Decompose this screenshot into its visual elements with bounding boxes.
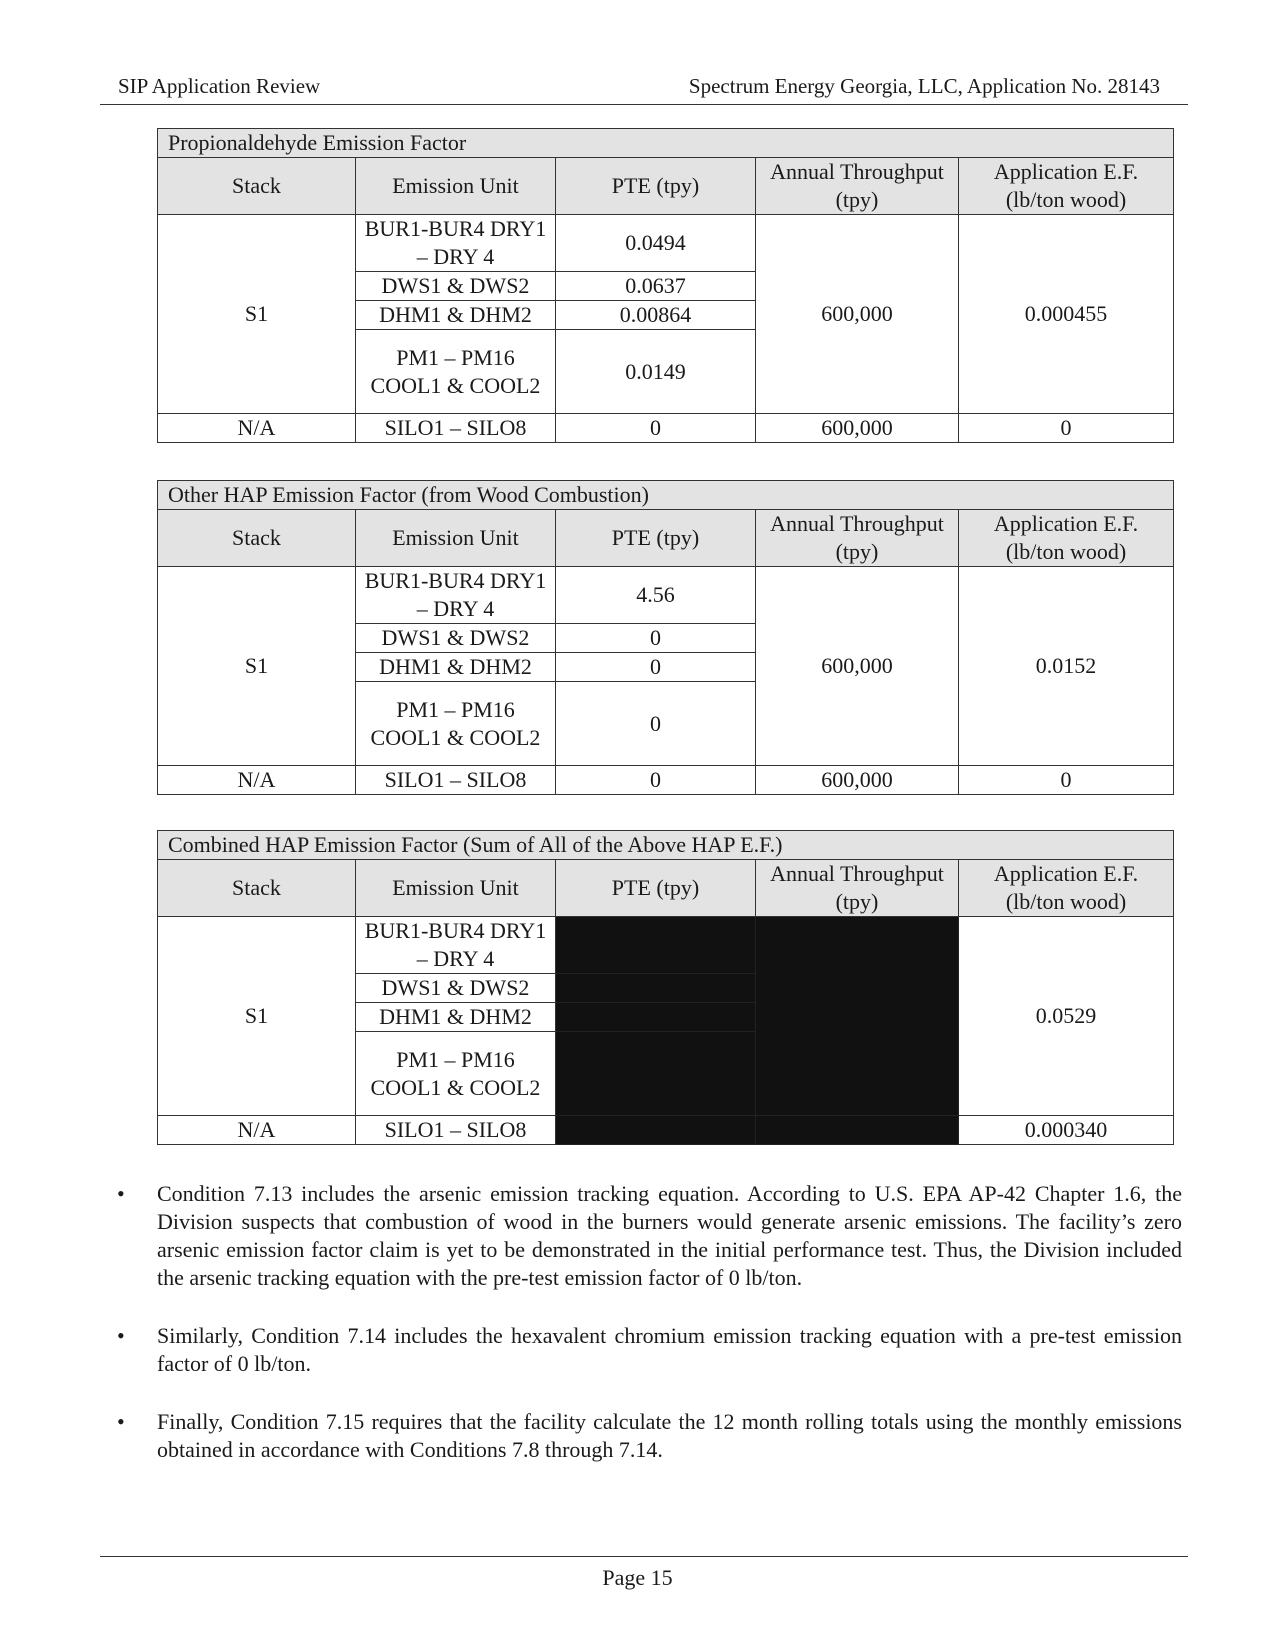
table-title: Combined HAP Emission Factor (Sum of All of the Above HAP E.F.) [158, 831, 1174, 860]
throughput-cell: 600,000 [756, 567, 959, 766]
pte-cell: 0 [556, 766, 756, 795]
unit-cell: SILO1 – SILO8 [356, 414, 556, 443]
col-header: PTE (tpy) [556, 510, 756, 567]
ef-cell: 0.000455 [959, 215, 1174, 414]
footer-divider [100, 1556, 1188, 1557]
stack-cell: S1 [158, 917, 356, 1116]
stack-cell: N/A [158, 766, 356, 795]
propionaldehyde-table [157, 128, 1174, 443]
stack-cell: N/A [158, 1116, 356, 1145]
unit-cell: SILO1 – SILO8 [356, 766, 556, 795]
pte-cell: 0.0637 [556, 272, 756, 301]
combined-hap-table [157, 830, 1174, 1145]
col-header: PTE (tpy) [556, 158, 756, 215]
col-header: Emission Unit [356, 510, 556, 567]
bullet-item [117, 1322, 1182, 1378]
unit-cell: DWS1 & DWS2 [356, 272, 556, 301]
redacted-pte-cell [556, 917, 756, 974]
redacted-pte-cell [556, 1032, 756, 1116]
unit-cell: DHM1 & DHM2 [356, 301, 556, 330]
redacted-pte-cell [556, 1003, 756, 1032]
unit-cell: DHM1 & DHM2 [356, 653, 556, 682]
other-hap-table [157, 480, 1174, 795]
table-title: Propionaldehyde Emission Factor [158, 129, 1174, 158]
ef-cell: 0 [959, 766, 1174, 795]
unit-cell: PM1 – PM16 COOL1 & COOL2 [356, 682, 556, 766]
throughput-cell: 600,000 [756, 215, 959, 414]
throughput-cell: 600,000 [756, 766, 959, 795]
unit-cell: BUR1-BUR4 DRY1 – DRY 4 [356, 917, 556, 974]
unit-cell: PM1 – PM16 COOL1 & COOL2 [356, 330, 556, 414]
header-left: SIP Application Review [118, 74, 321, 98]
page-header [100, 70, 1188, 105]
bullet-dot: • [117, 1181, 125, 1206]
ef-cell: 0.0529 [959, 917, 1174, 1116]
redacted-throughput-cell [756, 917, 959, 1116]
col-header: Emission Unit [356, 860, 556, 917]
ef-cell: 0.0152 [959, 567, 1174, 766]
col-header: PTE (tpy) [556, 860, 756, 917]
col-header: Stack [158, 510, 356, 567]
col-header: Application E.F. (lb/ton wood) [959, 510, 1174, 567]
pte-cell: 0 [556, 653, 756, 682]
pte-cell: 0.00864 [556, 301, 756, 330]
pte-cell: 0.0149 [556, 330, 756, 414]
col-header: Application E.F. (lb/ton wood) [959, 158, 1174, 215]
unit-cell: BUR1-BUR4 DRY1 – DRY 4 [356, 215, 556, 272]
bullet-dot: • [117, 1409, 125, 1434]
header-right: Spectrum Energy Georgia, LLC, Application No. 28143 [688, 74, 1160, 98]
pte-cell: 0 [556, 682, 756, 766]
pte-cell: 0 [556, 624, 756, 653]
unit-cell: DWS1 & DWS2 [356, 624, 556, 653]
unit-cell: BUR1-BUR4 DRY1 – DRY 4 [356, 567, 556, 624]
col-header: Application E.F. (lb/ton wood) [959, 860, 1174, 917]
col-header: Annual Throughput (tpy) [756, 510, 959, 567]
col-header: Annual Throughput (tpy) [756, 860, 959, 917]
throughput-cell: 600,000 [756, 414, 959, 443]
col-header: Stack [158, 860, 356, 917]
stack-cell: N/A [158, 414, 356, 443]
pte-cell: 0.0494 [556, 215, 756, 272]
table-title: Other HAP Emission Factor (from Wood Combustion) [158, 481, 1174, 510]
unit-cell: PM1 – PM16 COOL1 & COOL2 [356, 1032, 556, 1116]
bullet-text: Condition 7.13 includes the arsenic emission tracking equation. According to U.S. EPA AP-42 Chapter 1.6, the Division suspects that combustion of wood in the burners would generate arsenic emissions. The facility’s zero arsenic emission factor claim is yet to be demonstrated in the initial performance test. Thus, the Division included the arsenic tracking equation with the pre-test emission factor of 0 lb/ton. [157, 1181, 1182, 1290]
unit-cell: DWS1 & DWS2 [356, 974, 556, 1003]
bullet-text: Similarly, Condition 7.14 includes the hexavalent chromium emission tracking equation with a pre-test emission factor of 0 lb/ton. [157, 1323, 1182, 1376]
pte-cell: 4.56 [556, 567, 756, 624]
col-header: Stack [158, 158, 356, 215]
redacted-pte-cell [556, 974, 756, 1003]
bullet-dot: • [117, 1323, 125, 1348]
bullet-list [117, 1180, 1182, 1494]
col-header: Annual Throughput (tpy) [756, 158, 959, 215]
ef-cell: 0 [959, 414, 1174, 443]
redacted-throughput-cell [756, 1116, 959, 1145]
page-number: Page 15 [602, 1565, 673, 1590]
bullet-text: Finally, Condition 7.15 requires that the facility calculate the 12 month rolling totals using the monthly emissions obtained in accordance with Conditions 7.8 through 7.14. [157, 1409, 1182, 1462]
redacted-pte-cell [556, 1116, 756, 1145]
ef-cell: 0.000340 [959, 1116, 1174, 1145]
unit-cell: DHM1 & DHM2 [356, 1003, 556, 1032]
bullet-item [117, 1408, 1182, 1464]
stack-cell: S1 [158, 215, 356, 414]
pte-cell: 0 [556, 414, 756, 443]
stack-cell: S1 [158, 567, 356, 766]
unit-cell: SILO1 – SILO8 [356, 1116, 556, 1145]
col-header: Emission Unit [356, 158, 556, 215]
bullet-item [117, 1180, 1182, 1292]
